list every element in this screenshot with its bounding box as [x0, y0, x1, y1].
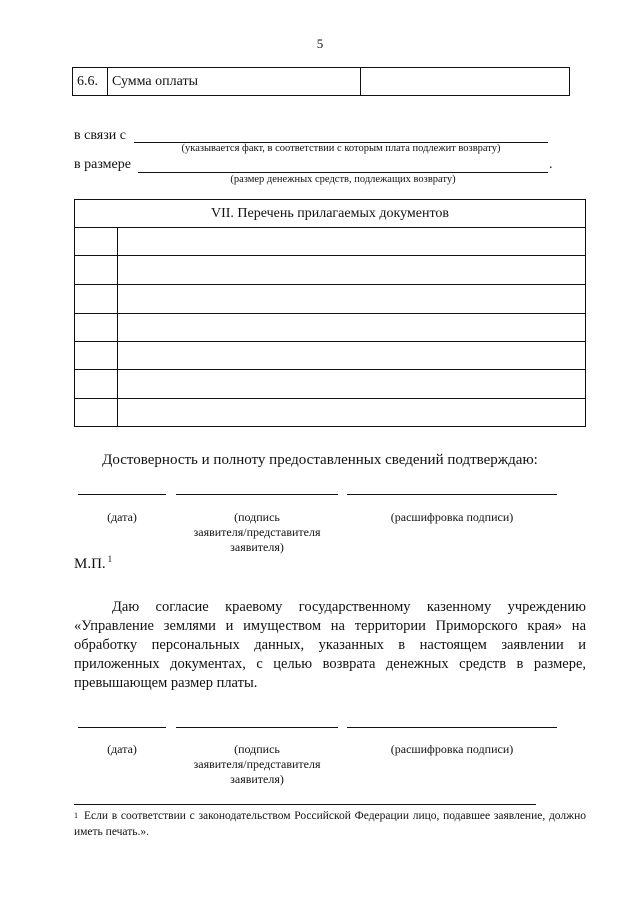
footnote: [74, 808, 586, 840]
payment-section-number: 6.6.: [73, 68, 108, 95]
confirmation-statement: Достоверность и полноту предоставленных сведений подтверждаю:: [102, 452, 538, 468]
attached-documents-table: [74, 199, 586, 427]
signature-decoding-line[interactable]: [347, 727, 557, 728]
signature-caption-line: (подпись: [234, 510, 280, 524]
consent-paragraph: Даю согласие краевому государственному казенному учреждению «Управление землями и имуществом на территории Приморского края» на обработку персональных данных, указанных в настоящем заявлении и приложенных документах, с целью возврата денежных средств в размере, превышающем размер платы.: [74, 599, 586, 691]
refund-amount-label: в размере: [74, 157, 131, 172]
date-line[interactable]: [78, 727, 166, 728]
date-line[interactable]: [78, 494, 166, 495]
signature-caption-line: (подпись: [234, 742, 280, 756]
signature-caption-line: заявителя/представителя: [193, 757, 321, 771]
signature-caption-line: заявителя): [230, 772, 284, 786]
signature-caption: [176, 510, 338, 555]
refund-amount-field[interactable]: [138, 172, 548, 173]
table-row[interactable]: [75, 314, 585, 342]
attached-documents-title: VII. Перечень прилагаемых документов: [75, 200, 585, 228]
signature-line[interactable]: [176, 727, 338, 728]
signature-caption: [176, 742, 338, 787]
stamp-place: [74, 556, 112, 573]
stamp-footnote-ref: 1: [107, 554, 113, 564]
signature-decoding-line[interactable]: [347, 494, 557, 495]
table-row[interactable]: [75, 342, 585, 370]
payment-amount-label: Сумма оплаты: [108, 68, 361, 95]
signature-decoding-caption: (расшифровка подписи): [390, 742, 514, 756]
signature-caption-line: заявителя): [230, 540, 284, 554]
refund-amount-hint: (размер денежных средств, подлежащих возврату): [230, 174, 456, 185]
refund-reason-hint: (указывается факт, в соответствии с которым плата подлежит возврату): [181, 143, 501, 154]
signature-decoding-caption: (расшифровка подписи): [390, 510, 514, 524]
date-caption: (дата): [107, 742, 137, 756]
stamp-place-label: М.П.: [74, 556, 106, 572]
date-caption: (дата): [107, 510, 137, 524]
refund-amount-period: .: [549, 157, 553, 172]
signature-caption-line: заявителя/представителя: [193, 525, 321, 539]
page-number: 5: [316, 36, 324, 51]
table-row[interactable]: [75, 370, 585, 399]
footnote-marker: 1: [74, 811, 78, 820]
table-row[interactable]: [75, 256, 585, 285]
payment-amount-table: [72, 67, 570, 96]
signature-line[interactable]: [176, 494, 338, 495]
refund-reason-label: в связи с: [74, 128, 126, 143]
table-row[interactable]: [75, 399, 585, 426]
footnote-separator: [74, 804, 536, 805]
table-row[interactable]: [75, 228, 585, 256]
footnote-text: Если в соответствии с законодательством Российской Федерации лицо, подавшее заявление, должно иметь печать.».: [74, 810, 586, 838]
table-row[interactable]: [75, 285, 585, 314]
